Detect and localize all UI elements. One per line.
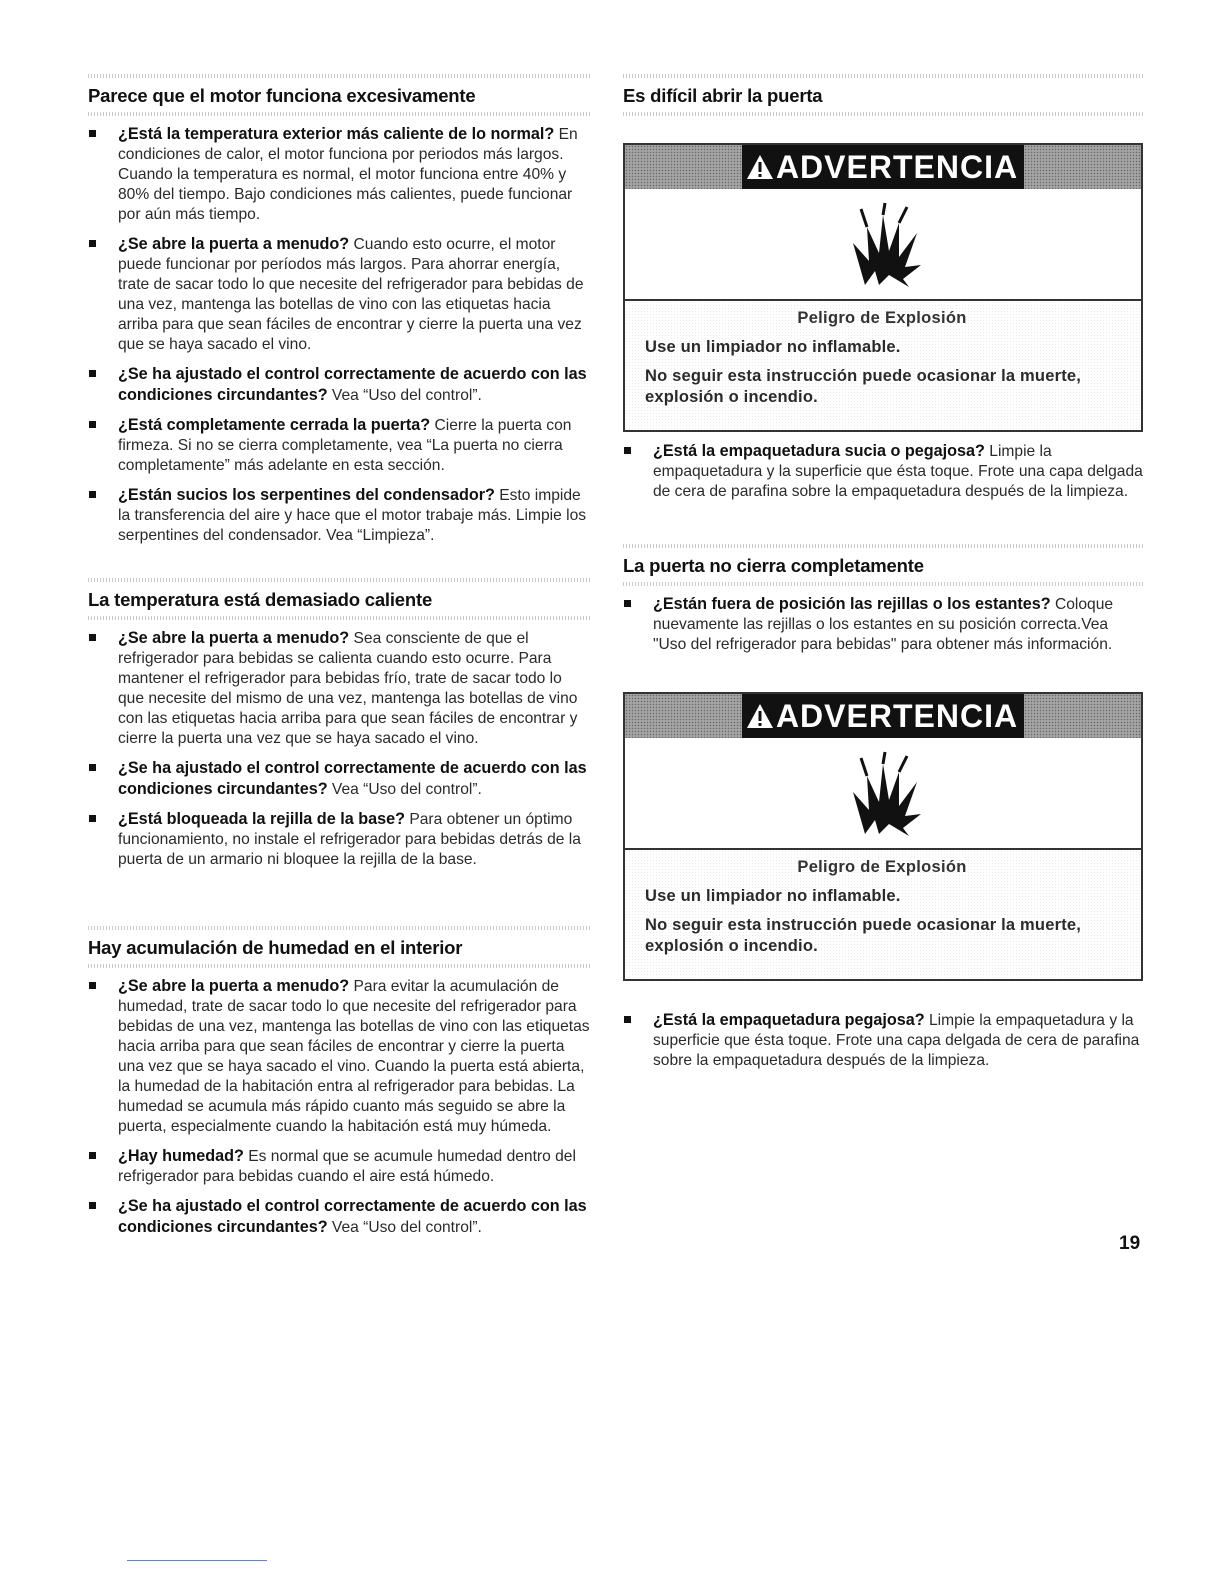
warning-body [625,850,1141,979]
list-item [88,758,590,800]
item-answer: Para evitar la acumulación de humedad, trate de sacar todo lo que necesite del refrigerador para bebidas de una vez, mantenga las botellas de vino con las etiquetas hacia arriba para que sean fáciles de encontrar y cierre la puerta una vez que se haya sacado el vino. Cuando la puerta está abierta, la humedad de la habitación entra al refrigerador para bebidas. La humedad se acumula más rápido cuanto más seguido se abre la puerta, especialmente cuando la habitación está muy húmeda. [118,978,590,1135]
item-question: ¿Está la empaquetadura sucia o pegajosa? [653,442,985,460]
warning-word: ADVERTENCIA [775,148,1019,185]
bullet-list [88,976,590,1238]
warning-word: ADVERTENCIA [775,697,1019,734]
item-answer: Sea consciente de que el refrigerador para bebidas se calienta cuando esto ocurre. Para mantener el refrigerador para bebidas frío, trate de sacar todo lo que necesite del mismo de una vez, mantenga las botellas de vino con las etiquetas hacia arriba para que sean fáciles de encontrar y cierre la puerta una vez que se haya sacado el vino. [118,630,578,747]
section-title: La temperatura está demasiado caliente [88,589,433,610]
item-question: ¿Está completamente cerrada la puerta? [118,416,431,434]
item-question: ¿Se ha ajustado el control correctamente de acuerdo con las condiciones circundantes? [118,759,587,798]
explosion-icon [843,201,923,289]
warning-hazard: Peligro de Explosión [797,309,967,327]
list-item [88,234,590,355]
warning-triangle-icon [746,154,774,180]
bullet-list [623,441,1143,502]
warning-banner-inner [742,694,1024,738]
warning-banner [625,145,1141,189]
bullet-list [88,124,590,546]
section-title: Hay acumulación de humedad en el interior [88,937,463,958]
item-question: ¿Están fuera de posición las rejillas o los estantes? [653,595,1051,613]
warning-consequence: No seguir esta instrucción puede ocasionar la muerte, explosión o incendio. [645,367,1082,406]
warning-triangle-icon [746,703,774,729]
section-header [88,926,590,968]
item-question: ¿Se abre la puerta a menudo? [118,977,350,995]
section-door-hard-to-open [623,74,1143,116]
warning-banner [625,694,1141,738]
item-question: ¿Se abre la puerta a menudo? [118,629,350,647]
bullet-list [623,594,1143,655]
item-question: ¿Se ha ajustado el control correctamente de acuerdo con las condiciones circundantes? [118,1197,587,1236]
section-door-items [623,441,1143,511]
footer-rule [127,1560,267,1561]
section-title: Es difícil abrir la puerta [623,85,823,106]
item-answer: Esto impide la transferencia del aire y hace que el motor trabaje más. Limpie los serpentines del condensador. Vea “Limpieza”. [118,487,587,544]
warning-banner-inner [742,145,1024,189]
page-number: 19 [1119,1233,1141,1254]
item-answer: Es normal que se acumule humedad dentro del refrigerador para bebidas cuando el aire está húmedo. [118,1148,576,1185]
explosion-icon [843,750,923,838]
warning-instruction: Use un limpiador no inflamable. [645,338,901,356]
item-answer: Vea “Uso del control”. [327,1219,482,1236]
item-answer: Vea “Uso del control”. [327,387,482,404]
section-header [88,74,590,116]
item-answer: En condiciones de calor, el motor funciona por periodos más largos. Cuando la temperatura es normal, el motor funciona entre 40% y 80% del tiempo. Bajo condiciones más calientes, puede funcionar por aún más tiempo. [118,126,578,223]
item-answer: Limpie la empaquetadura y la superficie que ésta toque. Frote una capa delgada de cera de parafina sobre la empaquetadura después de la limpieza. [653,443,1143,500]
warning-box [623,143,1143,432]
list-item [623,594,1143,655]
list-item [88,485,590,546]
section-header [88,578,590,620]
list-item [88,809,590,870]
warning-icon-area [625,189,1141,301]
list-item [88,124,590,225]
item-question: ¿Están sucios los serpentines del condensador? [118,486,495,504]
item-answer: Para obtener un óptimo funcionamiento, no instale el refrigerador para bebidas detrás de la puerta de un armario ni bloquee la rejilla de la base. [118,811,581,868]
item-question: ¿Se abre la puerta a menudo? [118,235,350,253]
section-gasket-items [623,1010,1143,1080]
section-door-not-closing [623,544,1143,664]
warning-instruction: Use un limpiador no inflamable. [645,887,901,905]
list-item [88,415,590,476]
item-question: ¿Se ha ajustado el control correctamente de acuerdo con las condiciones circundantes? [118,365,587,404]
item-question: ¿Está bloqueada la rejilla de la base? [118,810,405,828]
list-item [88,628,590,749]
item-answer: Limpie la empaquetadura y la superficie que ésta toque. Frote una capa delgada de cera de parafina sobre la empaquetadura después de la limpieza. [653,1012,1140,1069]
item-question: ¿Hay humedad? [118,1147,244,1165]
section-temperature [88,578,590,879]
list-item [88,364,590,406]
list-item [88,1196,590,1238]
bullet-list [88,628,590,870]
list-item [623,441,1143,502]
item-question: ¿Está la temperatura exterior más caliente de lo normal? [118,125,555,143]
list-item [88,976,590,1137]
warning-body [625,301,1141,430]
section-title: La puerta no cierra completamente [623,555,924,576]
section-motor [88,74,590,555]
item-answer: Coloque nuevamente las rejillas o los estantes en su posición correcta.Vea "Uso del refrigerador para bebidas" para obtener más información. [653,596,1114,653]
section-header [623,544,1143,586]
section-title: Parece que el motor funciona excesivamente [88,85,476,106]
warning-box [623,692,1143,981]
section-header [623,74,1143,116]
item-answer: Cuando esto ocurre, el motor puede funcionar por períodos más largos. Para ahorrar energía, trate de sacar todo lo que necesite del refrigerador para bebidas de una vez, mantenga las botellas de vino con las etiquetas hacia arriba para que sean fáciles de encontrar y cierre la puerta una vez que se haya sacado el vino. [118,236,584,353]
section-humidity [88,926,590,1247]
item-answer: Vea “Uso del control”. [327,781,482,798]
item-answer: Cierre la puerta con firmeza. Si no se cierra completamente, vea “La puerta no cierra completamente” más adelante en esta sección. [118,417,572,474]
warning-icon-area [625,738,1141,850]
list-item [623,1010,1143,1071]
warning-hazard: Peligro de Explosión [797,858,967,876]
bullet-list [623,1010,1143,1071]
warning-consequence: No seguir esta instrucción puede ocasionar la muerte, explosión o incendio. [645,916,1082,955]
list-item [88,1146,590,1187]
item-question: ¿Está la empaquetadura pegajosa? [653,1011,925,1029]
